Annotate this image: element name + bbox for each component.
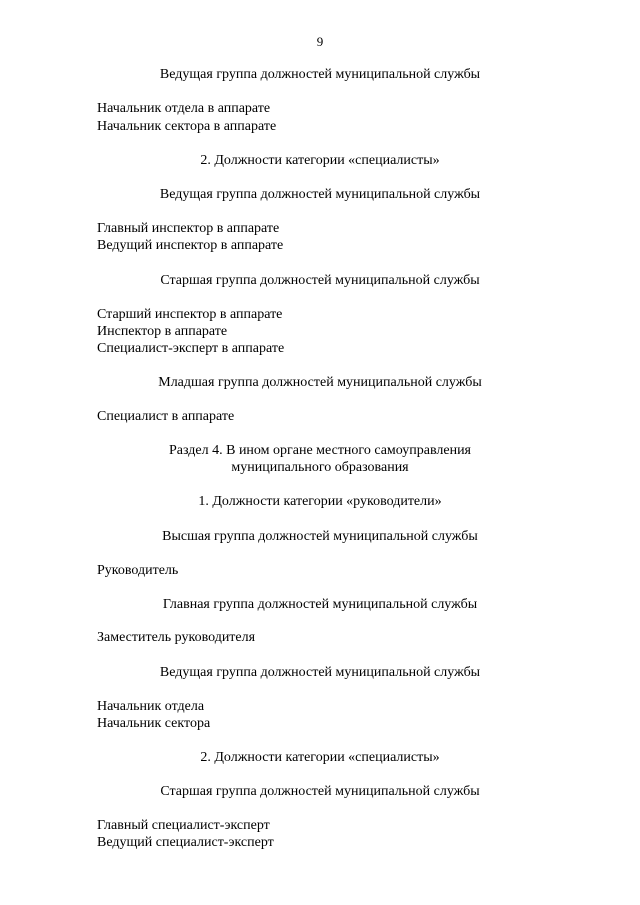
group-heading: Ведущая группа должностей муниципальной службы <box>159 67 481 82</box>
group-heading: Главная группа должностей муниципальной службы <box>162 597 478 612</box>
position-item: Специалист в аппарате <box>97 409 235 424</box>
category-heading: 2. Должности категории «специалисты» <box>200 750 440 765</box>
position-item: Ведущий специалист-эксперт <box>97 835 274 850</box>
section-heading: муниципального образования <box>231 460 409 475</box>
section-heading: Раздел 4. В ином органе местного самоуправления <box>169 443 471 458</box>
group-heading: Старшая группа должностей муниципальной службы <box>160 273 480 288</box>
page-number: 9 <box>316 34 324 49</box>
category-heading: 1. Должности категории «руководители» <box>198 494 442 509</box>
group-heading: Старшая группа должностей муниципальной службы <box>160 784 480 799</box>
position-item: Специалист-эксперт в аппарате <box>97 341 285 356</box>
position-item: Ведущий инспектор в аппарате <box>97 238 284 253</box>
position-item: Главный инспектор в аппарате <box>97 221 280 236</box>
position-item: Начальник отдела в аппарате <box>97 101 271 116</box>
position-item: Старший инспектор в аппарате <box>97 307 283 322</box>
position-item: Главный специалист-эксперт <box>97 818 270 833</box>
position-item: Заместитель руководителя <box>97 630 256 645</box>
position-item: Инспектор в аппарате <box>97 324 228 339</box>
position-item: Начальник сектора в аппарате <box>97 119 277 134</box>
category-heading: 2. Должности категории «специалисты» <box>200 153 440 168</box>
position-item: Начальник сектора <box>97 716 211 731</box>
group-heading: Ведущая группа должностей муниципальной службы <box>159 665 481 680</box>
group-heading: Младшая группа должностей муниципальной службы <box>158 375 482 390</box>
position-item: Руководитель <box>97 563 179 578</box>
position-item: Начальник отдела <box>97 699 205 714</box>
group-heading: Высшая группа должностей муниципальной службы <box>162 529 478 544</box>
group-heading: Ведущая группа должностей муниципальной службы <box>159 187 481 202</box>
